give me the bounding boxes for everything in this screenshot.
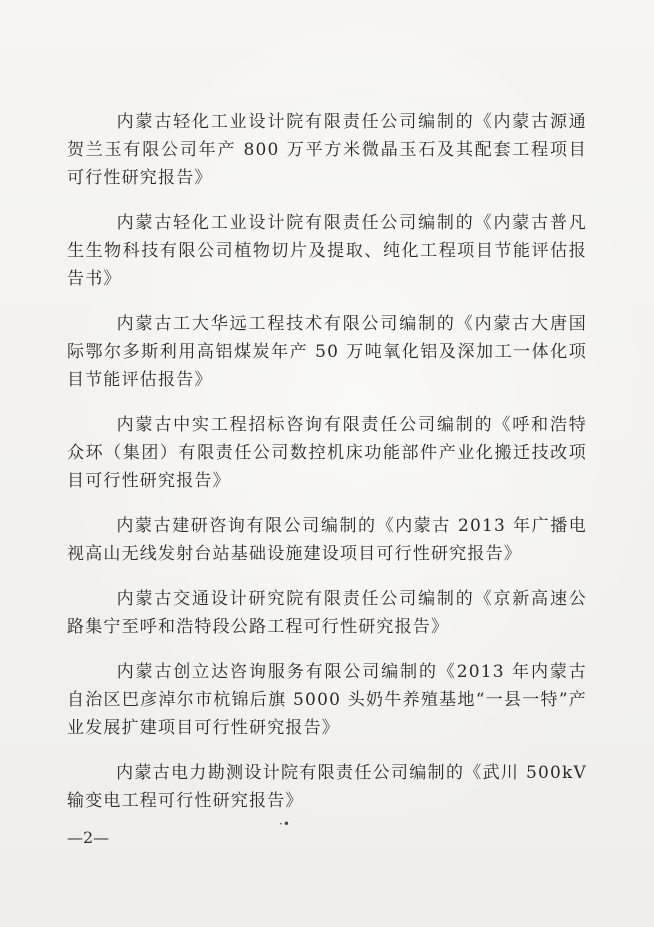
entry-text: 内蒙古轻化工业设计院有限责任公司编制的《内蒙古普凡生生物科技有限公司植物切片及提取、纯化工程项目节能评估报告书》	[67, 213, 587, 289]
list-item	[67, 658, 587, 742]
list-item	[67, 585, 587, 641]
list-item	[67, 108, 587, 192]
entry-text: 内蒙古轻化工业设计院有限责任公司编制的《内蒙古源通贺兰玉有限公司年产 800 万平方米微晶玉石及其配套工程项目可行性研究报告》	[67, 112, 587, 188]
list-item	[67, 512, 587, 568]
list-item	[67, 411, 587, 495]
entry-text: 内蒙古中实工程招标咨询有限责任公司编制的《呼和浩特众环（集团）有限责任公司数控机床功能部件产业化搬迁技改项目可行性研究报告》	[67, 415, 587, 491]
list-item	[67, 759, 587, 815]
entry-text: 内蒙古工大华远工程技术有限公司编制的《内蒙古大唐国际鄂尔多斯利用高铝煤炭年产 50 万吨氧化铝及深加工一体化项目节能评估报告》	[67, 314, 587, 390]
page-number: —2—	[67, 828, 110, 847]
entry-text: 内蒙古建研咨询有限公司编制的《内蒙古 2013 年广播电视高山无线发射台站基础设施建设项目可行性研究报告》	[67, 516, 587, 564]
report-list	[67, 108, 587, 815]
list-item	[67, 310, 587, 394]
stray-marks: ·•	[279, 817, 290, 831]
entry-text: 内蒙古交通设计研究院有限责任公司编制的《京新高速公路集宁至呼和浩特段公路工程可行性研究报告》	[67, 589, 587, 637]
entry-text: 内蒙古电力勘测设计院有限责任公司编制的《武川 500kV 输变电工程可行性研究报告》	[67, 763, 587, 811]
list-item	[67, 209, 587, 293]
entry-text: 内蒙古创立达咨询服务有限公司编制的《2013 年内蒙古自治区巴彦淖尔市杭锦后旗 5000 头奶牛养殖基地“一县一特”产业发展扩建项目可行性研究报告》	[67, 662, 587, 738]
